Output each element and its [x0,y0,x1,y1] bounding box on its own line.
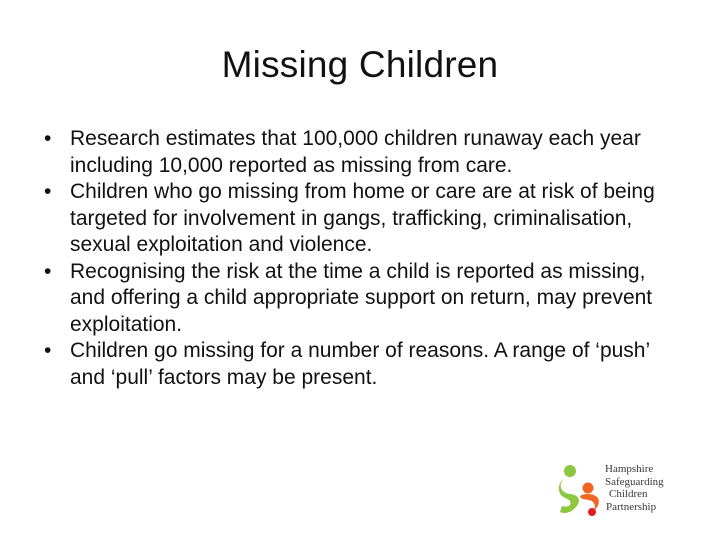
bullet-list [40,126,672,391]
bullet-marker: • [44,180,52,203]
bullet-item [40,259,672,339]
bullet-marker: • [44,127,52,150]
bullet-text: Children go missing for a number of reasons. A range of ‘push’ and ‘pull’ factors may be present. [70,339,650,389]
bullet-item [40,338,672,391]
bullet-text: Children who go missing from home or care are at risk of being targeted for involvement in gangs, trafficking, criminalisation, sexual exploitation and violence. [70,180,655,256]
bullet-text: Recognising the risk at the time a child is reported as missing, and offering a child appropriate support on return, may prevent exploitation. [70,259,653,336]
figure-logo-icon [558,462,604,518]
bullet-text: Research estimates that 100,000 children runaway each year including 10,000 reported as missing from care. [70,127,641,177]
logo-line: Hampshire [605,463,654,475]
logo-wordmark [605,463,664,513]
bullet-item [40,126,672,179]
bullet-marker: • [44,259,52,283]
logo-line: Children [609,488,648,500]
slide-title: Missing Children [221,44,499,85]
bullet-marker: • [44,339,52,362]
logo-line: Partnership [606,500,657,513]
logo-line: Safeguarding [605,475,664,488]
partnership-logo [558,462,682,518]
bullet-item [40,179,672,259]
